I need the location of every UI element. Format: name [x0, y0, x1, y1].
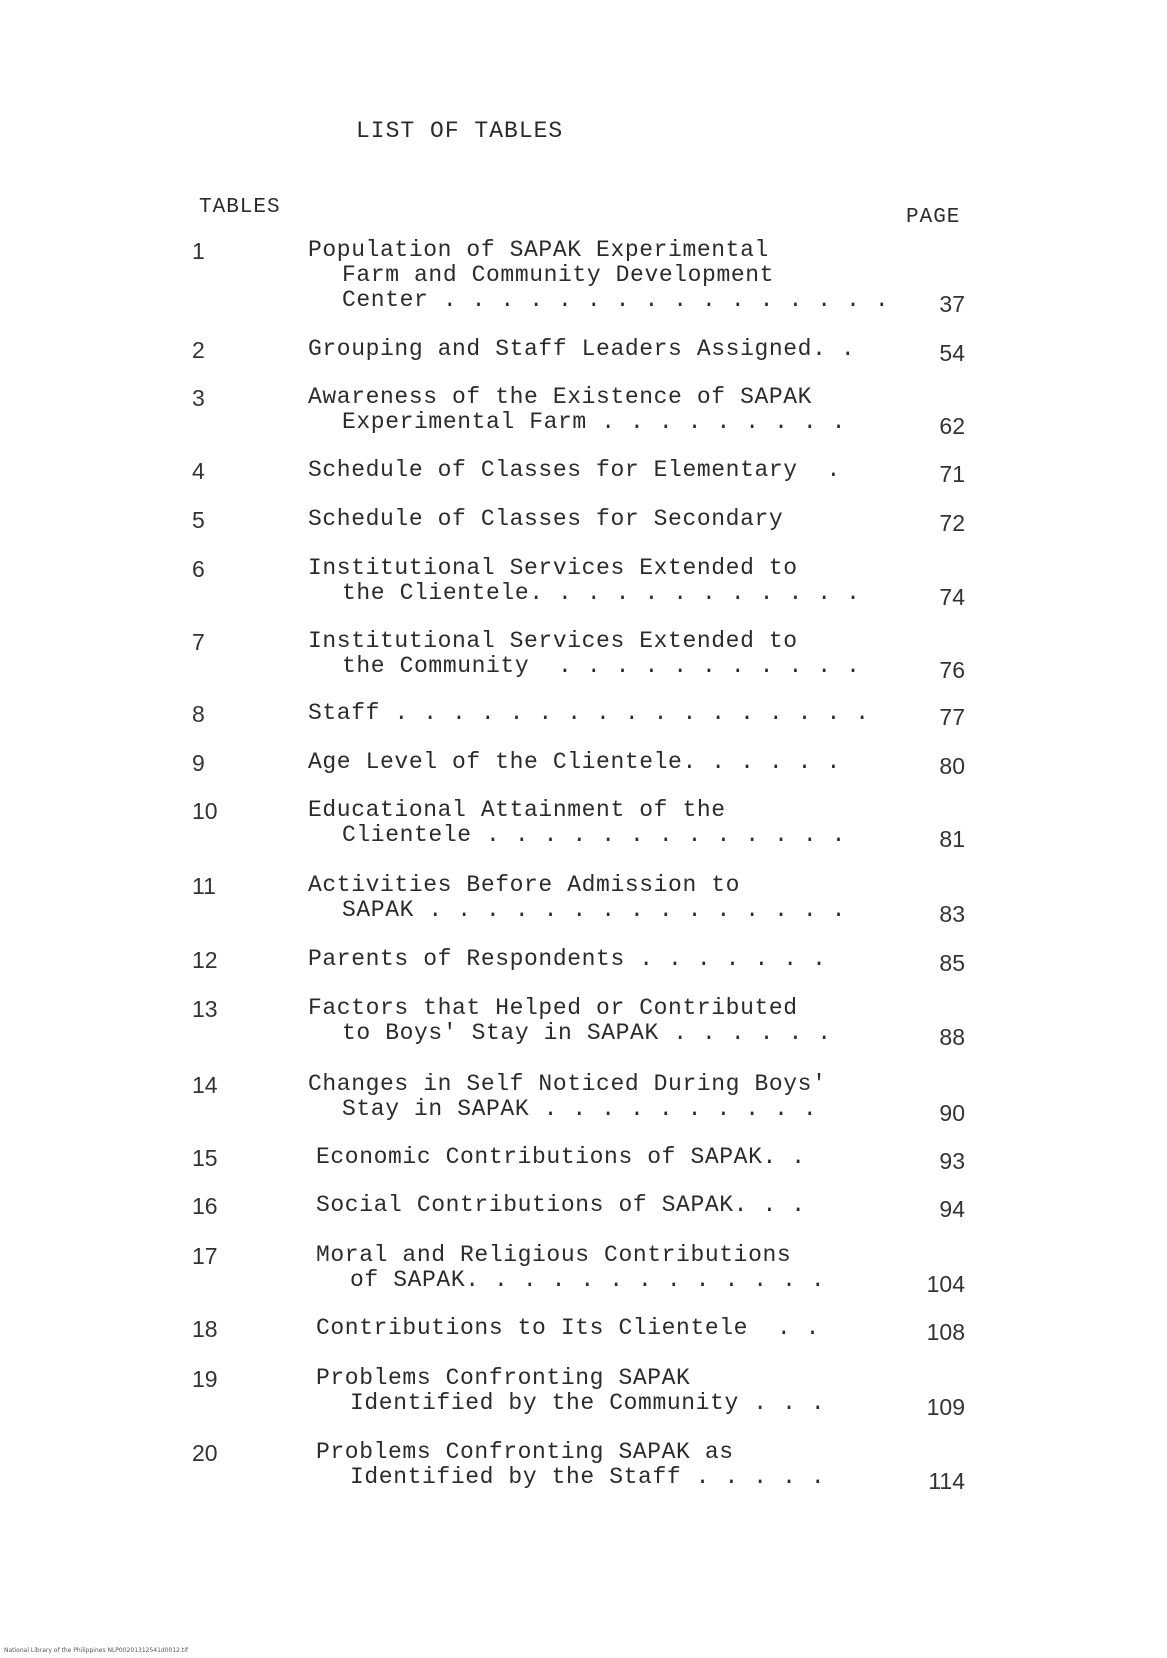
caption-line: Awareness of the Existence of SAPAK [308, 384, 813, 410]
caption-line: Population of SAPAK Experimental [308, 237, 769, 263]
caption-line: Social Contributions of SAPAK. . . [316, 1192, 806, 1218]
table-number: 19 [192, 1366, 218, 1392]
page-number: 114 [928, 1468, 965, 1494]
caption-line: Identified by the Staff . . . . . [350, 1464, 826, 1490]
page-number: 77 [939, 704, 965, 730]
table-number: 2 [192, 337, 205, 363]
caption-line: Grouping and Staff Leaders Assigned. . [308, 336, 856, 362]
caption-line: of SAPAK. . . . . . . . . . . . . [350, 1267, 826, 1293]
caption-line: Experimental Farm . . . . . . . . . [342, 409, 847, 435]
table-number: 18 [192, 1316, 218, 1342]
page-title: LIST OF TABLES [356, 118, 564, 144]
caption-line: Economic Contributions of SAPAK. . [316, 1144, 806, 1170]
table-caption [316, 1366, 825, 1416]
caption-line: Factors that Helped or Contributed [308, 995, 798, 1021]
page-number: 90 [939, 1100, 965, 1126]
table-number: 16 [192, 1193, 218, 1219]
table-number: 15 [192, 1145, 218, 1171]
table-number: 10 [192, 798, 218, 824]
caption-line: Center . . . . . . . . . . . . . . . . [342, 287, 890, 313]
caption-line: Activities Before Admission to [308, 872, 741, 898]
page-number: 83 [939, 901, 965, 927]
table-number: 5 [192, 507, 205, 533]
table-number: 17 [192, 1243, 218, 1269]
page-number: 94 [939, 1196, 965, 1222]
table-number: 11 [192, 873, 216, 899]
page-number: 62 [939, 413, 965, 439]
caption-line: Problems Confronting SAPAK [316, 1365, 691, 1391]
page-number: 76 [939, 657, 965, 683]
table-caption [316, 1316, 820, 1341]
caption-line: Farm and Community Development [342, 262, 775, 288]
table-number: 4 [192, 458, 205, 484]
table-caption [308, 1072, 826, 1122]
page-number: 54 [939, 340, 965, 366]
caption-line: Changes in Self Noticed During Boys' [308, 1071, 827, 1097]
table-number: 8 [192, 701, 205, 727]
page-number: 71 [939, 461, 965, 487]
caption-line: Schedule of Classes for Elementary . [308, 457, 841, 483]
page-number: 74 [939, 584, 965, 610]
table-number: 13 [192, 996, 218, 1022]
caption-line: Moral and Religious Contributions [316, 1242, 792, 1268]
tables-column-header: TABLES [199, 196, 281, 219]
table-caption [316, 1440, 825, 1490]
caption-line: Schedule of Classes for Secondary [308, 506, 784, 532]
page-number: 93 [939, 1148, 965, 1174]
table-caption [308, 458, 841, 483]
page-number: 80 [939, 753, 965, 779]
table-number: 3 [192, 385, 205, 411]
caption-line: Institutional Services Extended to [308, 555, 798, 581]
caption-line: Contributions to Its Clientele . . [316, 1315, 821, 1341]
table-caption [316, 1243, 825, 1293]
caption-line: Staff . . . . . . . . . . . . . . . . . [308, 700, 870, 726]
table-number: 1 [192, 238, 205, 264]
caption-line: the Clientele. . . . . . . . . . . . [342, 580, 861, 606]
caption-line: SAPAK . . . . . . . . . . . . . . . [342, 897, 847, 923]
table-caption [308, 337, 855, 362]
page-number: 109 [926, 1394, 965, 1420]
table-caption [308, 996, 832, 1046]
page-number: 85 [939, 950, 965, 976]
table-caption [308, 750, 841, 775]
caption-line: to Boys' Stay in SAPAK . . . . . . [342, 1020, 832, 1046]
table-caption [308, 873, 846, 923]
page-number: 108 [926, 1319, 965, 1345]
caption-line: Problems Confronting SAPAK as [316, 1439, 734, 1465]
page-number: 37 [939, 291, 965, 317]
page-column-header: PAGE [906, 206, 961, 229]
page-number: 104 [926, 1271, 965, 1297]
table-number: 20 [192, 1440, 218, 1466]
library-footer: National Library of the Philippines NLP00201312541d0012.tif [4, 1647, 189, 1654]
table-number: 14 [192, 1072, 218, 1098]
table-caption [308, 947, 826, 972]
caption-line: Educational Attainment of the [308, 797, 726, 823]
caption-line: Parents of Respondents . . . . . . . [308, 946, 827, 972]
page-number: 81 [939, 826, 965, 852]
table-caption [308, 629, 860, 679]
caption-line: the Community . . . . . . . . . . . [342, 653, 861, 679]
table-caption [308, 385, 846, 435]
table-caption [308, 507, 783, 532]
table-caption [316, 1145, 806, 1170]
caption-line: Institutional Services Extended to [308, 628, 798, 654]
page-number: 88 [939, 1024, 965, 1050]
table-number: 9 [192, 750, 205, 776]
table-number: 7 [192, 629, 205, 655]
caption-line: Clientele . . . . . . . . . . . . . [342, 822, 847, 848]
table-caption [316, 1193, 806, 1218]
caption-line: Stay in SAPAK . . . . . . . . . . [342, 1096, 818, 1122]
caption-line: Identified by the Community . . . [350, 1390, 826, 1416]
table-caption [308, 798, 846, 848]
page-number: 72 [939, 510, 965, 536]
table-caption [308, 556, 860, 606]
table-number: 12 [192, 947, 218, 973]
table-caption [308, 238, 889, 313]
table-caption [308, 701, 870, 726]
table-number: 6 [192, 556, 205, 582]
caption-line: Age Level of the Clientele. . . . . . [308, 749, 841, 775]
